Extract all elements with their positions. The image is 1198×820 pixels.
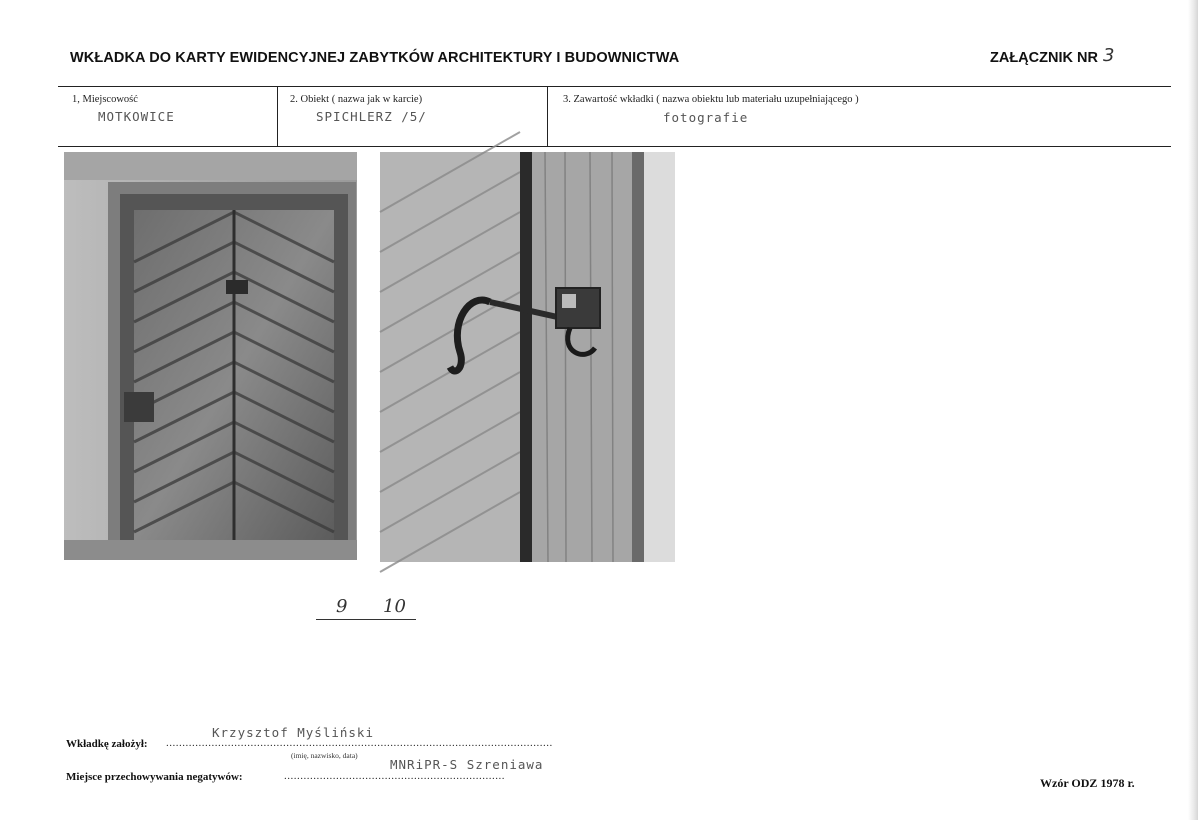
creator-hint: (imię, nazwisko, data) — [291, 751, 358, 760]
table-top-rule — [58, 86, 1171, 87]
storage-value: MNRiPR-S Szreniawa — [390, 757, 544, 772]
locality-value: MOTKOWICE — [98, 109, 175, 124]
photo-number-underline — [316, 619, 416, 620]
annex-number: 3 — [1103, 45, 1115, 66]
creator-dotted-line: ....................................................................................................................... — [166, 737, 553, 749]
padlock-image — [380, 152, 675, 562]
form-identifier: Wzór ODZ 1978 r. — [1040, 776, 1135, 790]
photo-number-second: 10 — [383, 596, 406, 617]
photo-number-first: 9 — [336, 596, 348, 617]
document-title: WKŁADKA DO KARTY EWIDENCYJNEJ ZABYTKÓW ARCHITEKTURY I BUDOWNICTWA — [70, 50, 680, 66]
locality-label: 1, Miejscowość — [72, 94, 138, 105]
door-image — [64, 152, 357, 560]
storage-dotted-line: .................................................................... — [284, 770, 505, 782]
creator-name: Krzysztof Myśliński — [212, 725, 374, 740]
contents-value: fotografie — [663, 110, 749, 125]
object-value: SPICHLERZ /5/ — [316, 109, 427, 124]
padlock-photo — [380, 152, 675, 562]
door-photo — [64, 152, 357, 560]
contents-label: 3. Zawartość wkładki ( nazwa obiektu lub materiału uzupełniającego ) — [563, 94, 859, 105]
object-label: 2. Obiekt ( nazwa jak w karcie) — [290, 94, 423, 105]
storage-label: Miejsce przechowywania negatywów: — [66, 771, 243, 783]
table-divider-1 — [277, 86, 278, 146]
scan-edge-shadow — [1188, 0, 1198, 820]
annex-label: ZAŁĄCZNIK NR — [990, 50, 1098, 66]
creator-label: Wkładkę założył: — [66, 738, 148, 750]
table-bottom-rule — [58, 146, 1171, 147]
table-divider-2 — [547, 86, 548, 146]
